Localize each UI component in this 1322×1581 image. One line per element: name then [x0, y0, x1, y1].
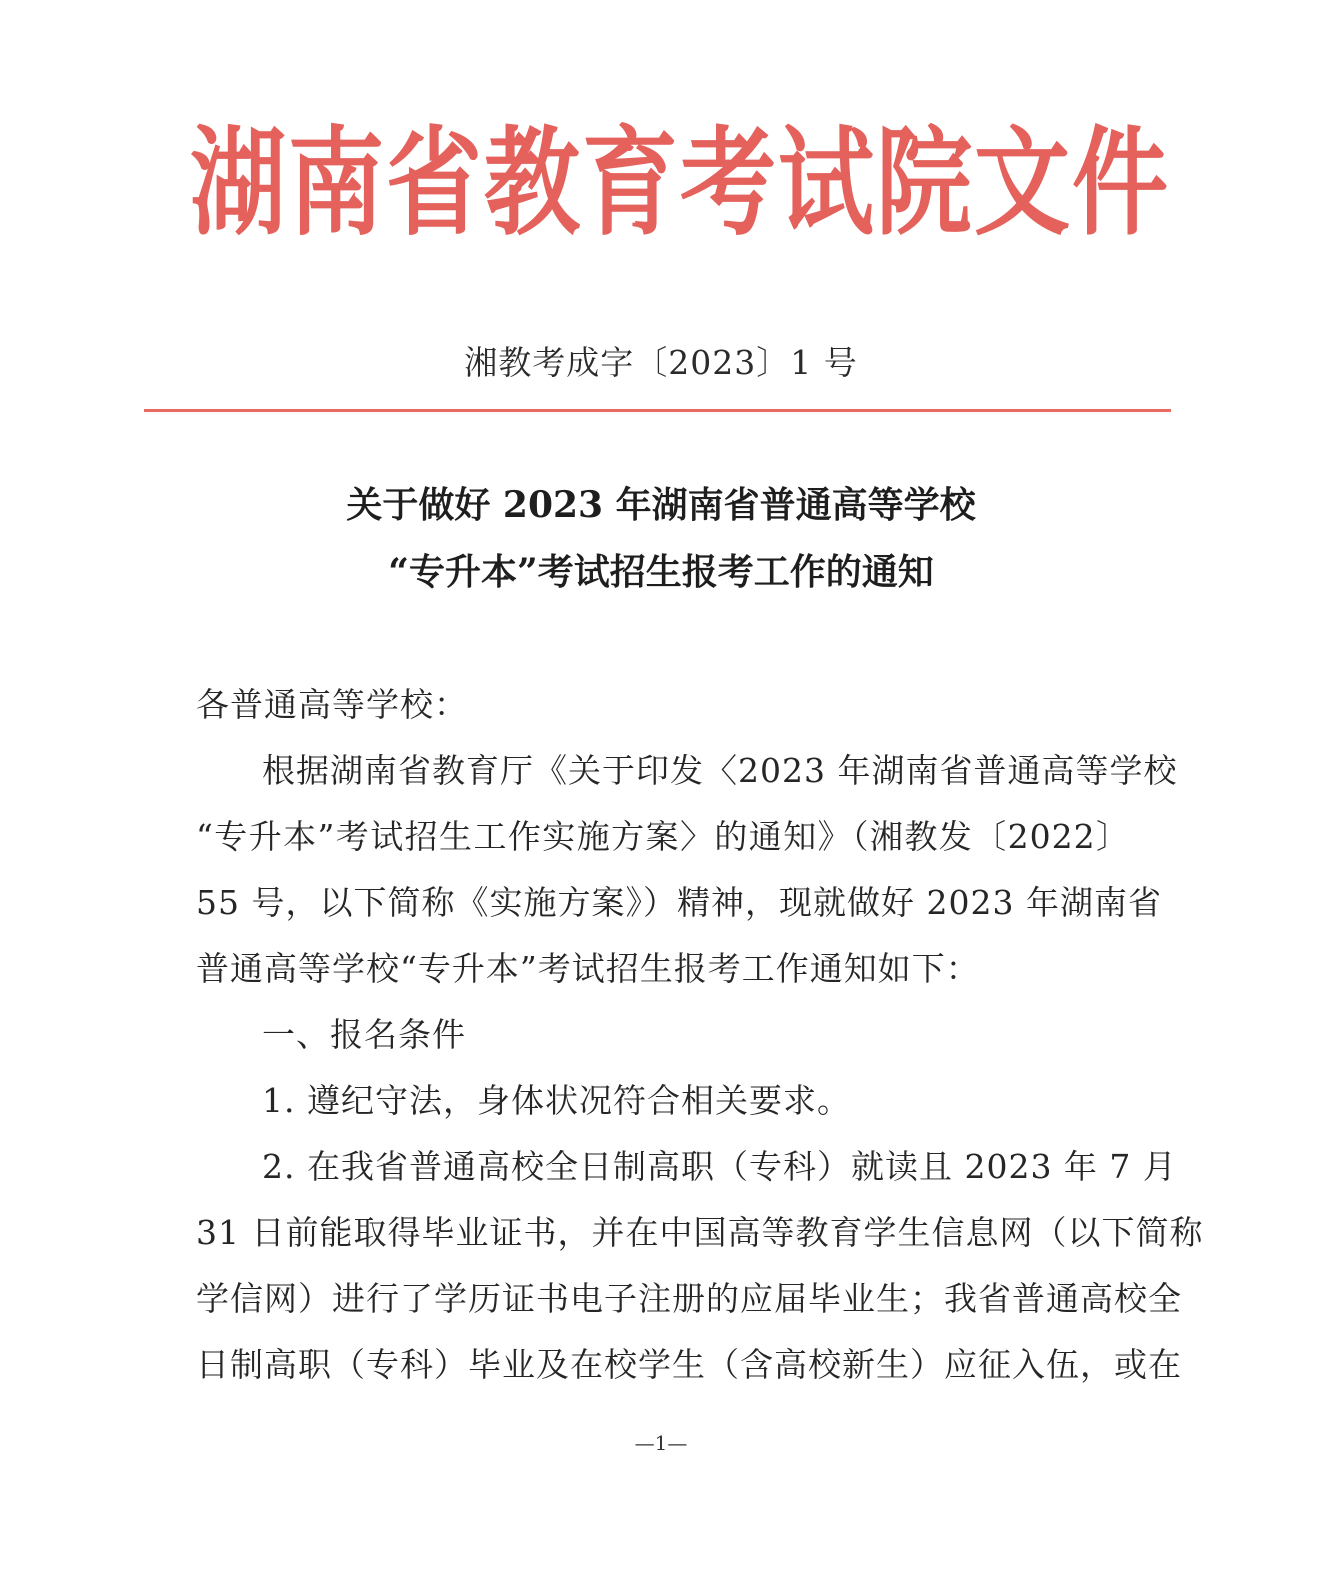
masthead-title: 湖南省教育考试院文件 — [190, 114, 1170, 252]
body-line: 31 日前能取得毕业证书，并在中国高等教育学生信息网（以下简称 — [196, 1213, 1204, 1252]
document-title-line-1: 关于做好 2023 年湖南省普通高等学校 — [346, 484, 976, 526]
document-number: 湘教考成字〔2023〕1 号 — [464, 343, 858, 382]
body-line: 根据湖南省教育厅《关于印发〈2023 年湖南省普通高等学校 — [262, 751, 1178, 790]
body-line: 日制高职（专科）毕业及在校学生（含高校新生）应征入伍，或在 — [196, 1345, 1182, 1384]
page-number: —1— — [634, 1431, 688, 1455]
body-line: 普通高等学校“专升本”考试招生报考工作通知如下： — [196, 949, 980, 988]
section-heading: 一、报名条件 — [262, 1015, 466, 1054]
salutation: 各普通高等学校： — [196, 685, 468, 724]
document-title-line-2: “专升本”考试招生报考工作的通知 — [388, 551, 934, 593]
body-line: “专升本”考试招生工作实施方案〉的通知》（湘教发〔2022〕 — [196, 817, 1130, 856]
body-line: 学信网）进行了学历证书电子注册的应届毕业生；我省普通高校全 — [196, 1279, 1182, 1318]
list-item: 2. 在我省普通高校全日制高职（专科）就读且 2023 年 7 月 — [262, 1147, 1177, 1186]
body-line: 55 号，以下简称《实施方案》）精神，现就做好 2023 年湖南省 — [196, 883, 1162, 922]
red-divider-line — [144, 409, 1171, 412]
list-item: 1. 遵纪守法，身体状况符合相关要求。 — [262, 1081, 851, 1120]
